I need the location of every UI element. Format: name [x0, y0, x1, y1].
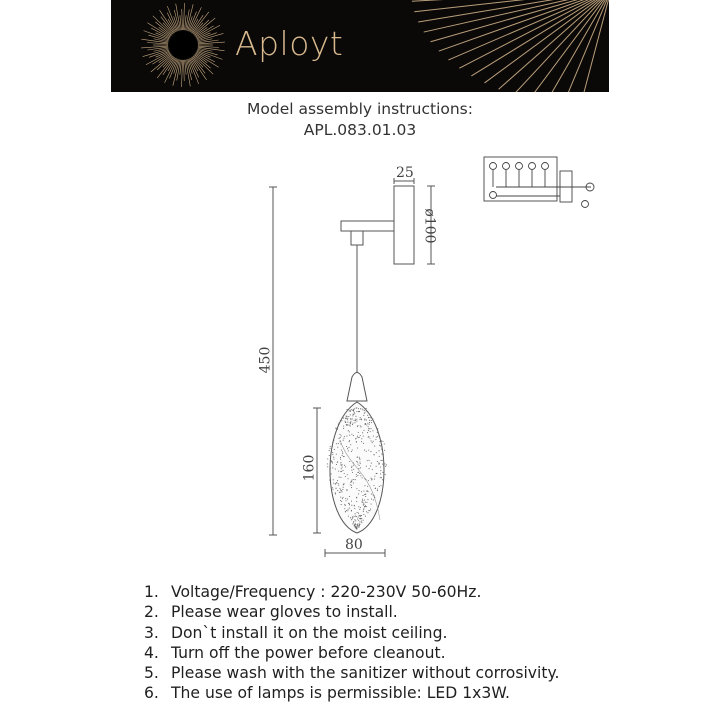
- wiring-diagram-icon: [484, 157, 594, 208]
- instruction-item: 4. Turn off the power before cleanout.: [144, 643, 446, 662]
- dim-shade-width: 80: [345, 537, 363, 553]
- dim-total-height: 450: [257, 346, 274, 374]
- instruction-item: 3. Don`t install it on the moist ceiling.: [144, 623, 448, 642]
- model-number: APL.083.01.03: [303, 121, 417, 139]
- instruction-item: 2. Please wear gloves to install.: [144, 603, 398, 622]
- instruction-item: 1. Voltage/Frequency : 220-230V 50-60Hz.: [144, 583, 482, 601]
- document-title: Model assembly instructions:: [247, 100, 473, 118]
- dim-shade-height: 160: [301, 454, 318, 482]
- brand-logo: Aployt: [235, 24, 344, 63]
- instructions-list: [144, 582, 559, 704]
- instruction-item: 5. Please wash with the sanitizer without corrosivity.: [144, 664, 560, 683]
- instruction-item: 6. The use of lamps is permissible: LED 1x3W.: [144, 684, 510, 703]
- dim-base-diameter: ø100: [421, 208, 438, 244]
- dim-base-depth: 25: [396, 165, 414, 181]
